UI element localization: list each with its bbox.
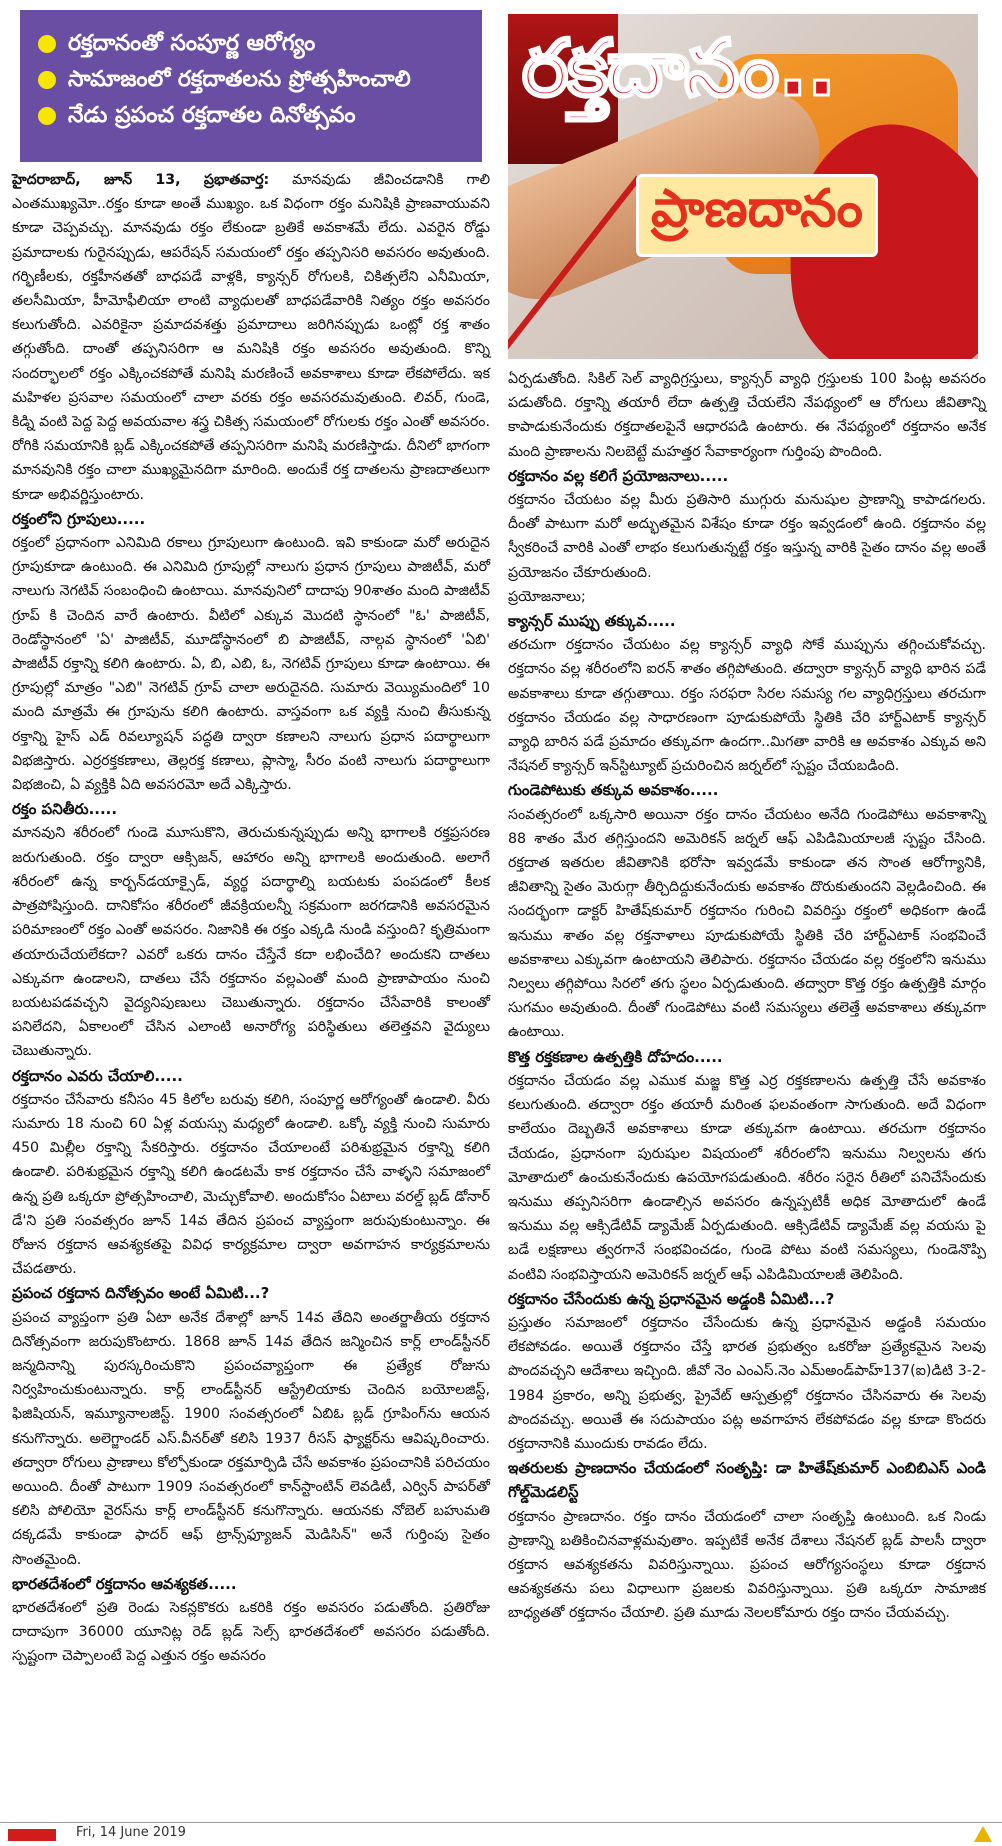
right-column [508,0,986,1626]
section-heading: రక్తంలోని గ్రూపులు..... [12,509,146,528]
headline-title: రక్తదానం.. [522,24,836,114]
bullet-icon [38,107,56,125]
section-heading: రక్తదానం వల్ల కలిగే ప్రయోజనాలు..... [508,466,729,485]
section-text: సంవత్సరంలో ఒక్కసారి అయినా రక్తం దానం చేయటం అనేది గుండెపోటు అవకాశాన్ని 88 శాతం మేర తగ్గిస్తుందని అమెరికన్ జర్నల్ ఆఫ్ ఎపిడిమియాలజీ స్పష్టం చేసింది. రక్తదాత ఇతరుల జీవితానికి భరోసా ఇవ్వడమే కాకుండా తన సొంత ఆరోగ్యానికి, జీవితాన్ని సైతం మెరుగ్గా తీర్చిదిద్దుకునేందుకు అవకాశం దొరుకుతుందని వెల్లడించింది. ఈ సందర్భంగా డాక్టర్ హితేష్‌కుమార్ రక్తదానం గురించి వివరిస్తు రక్తంలో అధికంగా ఉండే ఇనుము శాతం వల్ల రక్తనాళాలు పూడుకుపోయే స్థితికి చేరి హార్ట్‌ఎటాక్ సంభవించే అవకాశాలు ఎక్కువగా ఉంటాయని తెలిపారు. రక్తదానం చేయడం వల్ల రక్తంలోని ఇనుము నిల్వలు తగ్గిపోయి సిరలో తగు స్థలం ఏర్పడుతుంది. తద్వారా కొత్త రక్తం ఉత్పత్తికి మార్గం సుగమం అవుతుంది. దీంతో గుండెపోటు వంటి సమస్యలు తలెత్తే అవకాశాలు తక్కువగా ఉంటాయి. [508,806,986,1041]
section-text: తరచుగా రక్తదానం చేయటం వల్ల క్యాన్సర్ వ్యాధి సోకే ముప్పును తగ్గించుకోవచ్చు. రక్తదానం వల్ల శరీరంలోని ఐరన్ శాతం తగ్గిపోతుంది. తద్వారా క్యాన్సర్ వ్యాధి భారిన పడే అవకాశాలు కూడా తగ్గుతాయి. రక్తం సరఫరా సిరల సమస్య గల వ్యాధిగ్రస్తులు తరచుగా రక్తదానం చేయడం వల్ల సాధారణంగా పూడుకుపోయే స్థితికి చేరి హార్ట్‌ఎటాక్ క్యాన్సర్ వ్యాధి బారిన పడే ప్రమాదం తక్కువగా ఉందగా..మిగతా వారికి ఆ అవకాశం ఎక్కువ అని నేషనల్ క్యాన్సర్ ఇన్‌స్టిట్యూట్ ప్రచురించిన జర్నల్‌లో స్పష్టం చేయబడింది. [508,637,986,775]
newspaper-logo [8,1829,56,1841]
banner-item: రక్తదానంతో సంపూర్ణ ఆరోగ్యం [38,26,464,62]
section-heading: రక్తదానం ఎవరు చేయాలి..... [12,1066,183,1085]
intro-paragraph: హైదరాబాద్, జూన్ 13, ప్రభాతవార్త: మానవుడు జీవించడానికి గాలి ఎంతముఖ్యమో..రక్తం కూడా అంతే ముఖ్యం. ఒక విధంగా రక్తం మనిషికి ప్రాణవాయువని కూడా చెప్పవచ్చు. మానవుడు రక్తం లేకుండా బ్రతికే అవకాశమే లేదు. ఎవరైన రోడ్డు ప్రమాదాలకు గురైనప్పుడు, ఆపరేషన్ సమయంలో రక్తం తప్పనిసరి అవసరం అవుతుంది. గర్భిణీలకు, రక్తహీనతతో బాధపడే వాళ్లకి, క్యాన్సర్ రోగులకి, చికిత్సలేని ఎనీమియా, తలసీమియా, హీమోఫీలియా లాంటి వ్యాధులతో బాధపడేవారికి నిత్యం రక్తం అవసరం కలుగుతోంది. ఎవరికైనా ప్రమాదవశత్తు ప్రమాదాలు జరిగినప్పుడు ఒంట్లో రక్త శాతం తగ్గుతోంది. దాంతో తప్పనిసరిగా ఆ మనిషికి రక్తం అవసరం అవుతుంది. కొన్ని సందర్భాలలో రక్తం ఎక్కించకపోతే మనిషి మరణించే అవకాశాలు కూడా లేకపోలేదు. ఇక మహిళల ప్రసవాల సమయంలో చాలా వరకు రక్తం అవసరమవుతుంది. లివర్, గుండె, కిడ్ని వంటి పెద్ద పెద్ద అవయవాల శస్త్ర చికిత్స సమయంలో రోగులకు రక్తం ఎంతో అవసరం. రోగికి సమయానికి బ్లడ్ ఎక్కించకపోతే తప్పనిసరిగా మనిషి మరణిస్తాడు. దీనిలో భాగంగా మానవునికి రక్తం చాలా ముఖ్యమైనదిగా మారింది. అందుకే రక్త దాతలను ప్రాణదాతలుగా కూడా అభివర్ణిస్తుంటారు. [12,172,490,503]
section-heading: కొత్త రక్తకణాల ఉత్పత్తికి దోహదం..... [508,1047,723,1066]
highlight-banner [20,10,482,162]
headline-photo [508,14,978,359]
section-heading: ఇతరులకు ప్రాణదానం చేయడంలో సంతృప్తి: డా హితేష్‌కుమార్ ఎంబిబిఎస్ ఎండి గోల్డ్‌మెడలిస్ట్ [508,1459,986,1502]
section-heading: రక్తదానం చేసేందుకు ఉన్న ప్రధానమైన అడ్డంకి ఏమిటి...? [508,1289,835,1308]
bullet-icon [38,71,56,89]
banner-item: సామాజంలో రక్తదాతలను ప్రోత్సహించాలి [38,62,464,98]
section-text: రక్తదానం ప్రాణదానం. రక్తం దానం చేయడంలో చాలా సంతృప్తి ఉంటుంది. ఒక నిండు ప్రాణాన్ని బతికించినవాళ్లమవుతాం. ఇప్పటికే అనేక దేశాలు నేషనల్ బ్లడ్ పాలసీ ద్వారా రక్తదాన ఆవశ్యకతను వివరిస్తున్నాయి. ప్రపంచ ఆరోగ్యసంస్థలు కూడా రక్తదాన ఆవశ్యకతను పలు విధాలుగా ప్రజలకు వివరిస్తున్నాయి. ప్రతి ఒక్కరూ సామాజిక బాధ్యతతో రక్తదానం చేయాలి. ప్రతి మూడు నెలలకోమారు రక్తం దానం చేయవచ్చు. [508,1508,986,1622]
article-body-right [508,367,986,1626]
dateline: హైదరాబాద్, జూన్ 13, ప్రభాతవార్త: [12,172,270,188]
section-text: ప్రపంచ వ్యాప్తంగా ప్రతి ఏటా అనేక దేశాల్లో జూన్ 14వ తేదిని అంతర్జాతీయ రక్తదాన దినోత్సవంగా జరుపుకొంటారు. 1868 జూన్ 14వ తేదిన జన్మించిన కార్ల్ లాండ్‌స్టీనర్ జన్మదినాన్ని పురస్కరించుకొని ప్రపంచవ్యాప్తంగా ఈ ప్రత్యేక రోజును నిర్వహించుకుంటున్నారు. కార్ల్ లాండ్‌స్టీనర్ ఆస్ట్రేలియాకు చెందిన బయోలజిస్ట్, ఫిజిషియన్, ఇమ్యూనాలజిస్ట్. 1900 సంవత్సరంలో ఏబిఓ బ్లడ్ గ్రూపింగ్‌ను ఆయన కనుగొన్నారు. అలెగ్జాండర్ ఎస్.వీనర్‌తో కలిసి 1937 రీసస్ ఫ్యాక్టర్‌ను ఆవిష్కరించారు. తద్వారా రోగులు ప్రాణాలు కోల్పోకుండా రక్తమార్పిడి చేసే అవకాశం ప్రపంచానికి పరిచయం అయింది. దీంతో పాటుగా 1909 సంవత్సరంలో కాన్‌స్టాంటిన్ లెవడిటీ, ఎర్విన్ పాపర్‌తో కలిసి పోలియో వైరస్‌ను కార్ల్ లాండ్‌స్టీనర్ కనుగొన్నారు. ఆయనకు నోబెల్ బహుమతి దక్కడమే కాకుండా ఫాదర్ ఆఫ్ ట్రాన్స్‌ఫ్యూజన్ మెడిసిన్" అనే గుర్తింపు సైతం సొంతమైంది. [12,1309,490,1568]
section-text: రక్తదానం చేయడం వల్ల ఎముక మజ్జ కొత్త ఎర్ర రక్తకణాలను ఉత్పత్తి చేసే అవకాశం కలుగుతుంది. తద్వారా రక్తం తయారీ మరింత ఫలవంతంగా సాగుతుంది. అదే విధంగా కాలేయం దెబ్బతినే అవకాశాలు కూడా తక్కువగా ఉంటాయి. తరచుగా రక్తదానం చేయడం, ప్రధానంగా పురుషుల విషయంలో శరీరంలోని ఇనుము నిల్వలను తగు మోతాదులో ఉంచుకునేందుకు ఉపయోగపడుతుంది. శరీరం సరైన రీతిలో పనిచేసేందుకు ఇనుము తప్పనిసరిగా ఉండాల్సిన అవసరం ఉన్నప్పటికీ అధిక మోతాదులో ఉండే ఇనుము వల్ల ఆక్సిడేటివ్ డ్యామేజ్ ఏర్పడుతుంది. ఆక్సిడేటివ్ డ్యామేజ్ వల్ల వయసు పై బడే లక్షణాలు త్వరగానే సంభవించడం, గుండె పోటు వంటి సమస్యలు, గుండెనొప్పి వంటివి సంభవిస్తాయని అమెరికన్ జర్నల్ ఆఫ్ ఎపిడిమియాలజీ తెలిపింది. [508,1072,986,1283]
section-text: రక్తదానం చేసేవారు కనీసం 45 కిలోల బరువు కలిగి, సంపూర్ణ ఆరోగ్యంతో ఉండాలి. వీరు సుమారు 18 నుంచి 60 ఏళ్ల వయస్సు మధ్యలో ఉండాలి. ఒక్కో వ్యక్తి నుంచి సుమారు 450 మిల్లీల రక్తాన్ని సేకరిస్తారు. రక్తదానం చేయాలంటే పరిశుభ్రమైన రక్తాన్ని కలిగి ఉండాలి. పరిశుభ్రమైన రక్తాన్ని కలిగి ఉండటమే కాక రక్తదానం చేసే వాళ్ళని సమాజంలో ఉన్న ప్రతి ఒక్కరూ ప్రోత్సహించాలి, మెచ్చుకోవాలి. అందుకోసం ఏటాలు వరల్డ్ బ్లడ్ డోనార్ డే'ని ప్రతి సంవత్సరం జూన్ 14వ తేదిన ప్రపంచ వ్యాప్తంగా జరుపుకుంటున్నాం. ఈ రోజున రక్తదాన ఆవశ్యకతపై వివిధ కార్యక్రమాల ద్వారా అవగాహన కార్యక్రమాలను చేపడతారు. [12,1091,490,1278]
banner-item: నేడు ప్రపంచ రక్తదాతల దినోత్సవం [38,98,464,134]
section-text: భారతదేశంలో ప్రతి రెండు సెకన్లకొకరు ఒకరికి రక్తం అవసరం పడుతోంది. ప్రతిరోజు దాదాపుగా 36000 యూనిట్ల రెడ్ బ్లడ్ సెల్స్ భారతదేశంలో అవసరం పడుతోంది. స్పష్టంగా చెప్పాలంటే పెద్ద ఎత్తున రక్తం అవసరం [12,1599,490,1665]
section-heading: భారతదేశంలో రక్తదానం ఆవశ్యకత..... [12,1574,237,1593]
section-heading: ప్రపంచ రక్తదాన దినోత్సవం అంటే ఏమిటి...? [12,1284,270,1303]
section-extra: ప్రయోజనాలు; [508,588,586,605]
section-text: రక్తంలో ప్రధానంగా ఎనిమిది రకాలు గ్రూపులుగా ఉంటుంది. ఇవి కాకుండా మరో అరుదైన గ్రూపుకూడా ఉంటుంది. ఈ ఎనిమిది గ్రూపుల్లో నాలుగు ప్రధాన గ్రూపులు పాజిటీవ్, మరో నాలుగు నెగటివ్ సంబంధించి ఉంటాయి. మానవునిలో దాదాపు 90శాతం మంది పాజిటీవ్ గ్రూప్ కి చెందిన వారే ఉంటారు. వీటిలో ఎక్కువ మొదటి స్థానంలో "ఓ' పాజిటీవ్, రెండోస్థానంలో 'ఏ' పాజిటీవ్, మూడోస్థానంలో బి పాజిటీవ్, నాల్గవ స్థానంలో 'ఏబి' పాజిటీవ్ రక్తాన్ని కలిగి ఉంటారు. ఏ, బి, ఎబి, ఓ, నెగటివ్ గ్రూపులు కూడా ఉంటాయి. ఈ గ్రూపుల్లో మాత్రం "ఎబి" నెగటివ్ గ్రూప్ చాలా అరుదైనది. సుమారు వెయ్యిమందిలో 10 మంది మాత్రమే ఈ గ్రూపును కలిగి ఉంటారు. వాస్తవంగా ఒక వ్యక్తి నుంచి తీసుకున్న రక్తాన్ని హైస్ ఎడ్ రివల్యూషన్ పద్ధతి ద్వారా కణాలని నాలుగు ప్రధాన పదార్థాలుగా విభజిస్తారు. ఎర్రరక్తకణాలు, తెల్లరక్త కణాలు, ప్లాస్మా, సీరం వంటి నాలుగు పదార్థాలుగా విభజించి, ఏ వ్యక్తికి ఏది అవసరమో అదే ఎక్కిస్తారు. [12,535,490,794]
bullet-icon [38,35,56,53]
section-text: మానవుని శరీరంలో గుండె మూసుకొని, తెరుచుకున్నప్పుడు అన్ని భాగాలకి రక్తప్రసరణ జరుగుతుంది. రక్తం ద్వారా ఆక్సిజన్, ఆహారం అన్ని భాగాలకి అందుతుంది. అలాగే శరీరంలో ఉన్న కార్బన్‌డయాక్సైడ్, వ్యర్థ పదార్థాల్ని బయటకు పంపడంలో కీలక పాత్రపోషిస్తుంది. దానికోసం శరీరంలో జీవక్రియలన్నీ సక్రమంగా జరగడానికి అవసరమైన పరిమాణంలో రక్తం ఎంతో అవసరం. నిజానికి ఈ రక్తం ఎక్కడి నుండి వస్తుంది? కృత్రిమంగా తయారుచేయలేకదా? ఎవరో ఒకరు దానం చేస్తేనే కదా లభించేది? అందుకని దాతలు ఎక్కువగా ఉండాలని, దాతలు చేసే రక్తదానం వల్లఎంతో మంది ప్రాణాపాయం నుంచి బయటపడవచ్చని వైద్యనిపుణులు చెబుతున్నారు. రక్తదానం చేసేవారికి కాలంతో పనిలేదని, ఏకాలంలో చేసిన ఎలాంటి అనారోగ్య పరిస్థితులు తలెత్తవని వైద్యులు చెబుతున్నారు. [12,825,490,1060]
headline-subtitle: ప్రాణదానం [636,174,878,257]
article-body-left [12,168,490,1669]
section-heading: రక్తం పనితీరు..... [12,800,118,819]
section-text: ప్రస్తుతం సమాజంలో రక్తదానం చేసేందుకు ఉన్న ప్రధానమైన అడ్డంకి సమయం లేకపోవడం. అయితే రక్తదానం చేస్తే భారత ప్రభుత్వం ఒకరోజు ప్రత్యేకమైన సెలవు పొందవచ్చని ఆదేశాలు ఇచ్చింది. జీవో నెం ఎంఎస్.నెం ఎమ్‌అండ్‌పాహ్137(ఐ)డిటి 3-2-1984 ప్రకారం, అన్ని ప్రభుత్వ, ప్రైవేట్ ఆస్పత్రుల్లో రక్తదానం చేసినవారు ఈ సెలవు పొందవచ్చు. అయితే ఈ సదుపాయం పట్ల అవగాహన లేకపోవడం వల్ల కూడా కొందరు రక్తదానానికి ముందుకు రావడం లేదు. [508,1314,986,1452]
edition-date: Fri, 14 June 2019 [76,1825,186,1840]
section-text: రక్తదానం చేయటం వల్ల మీరు ప్రతిసారి ముగ్గురు మనుషుల ప్రాణాన్ని కాపాడగలరు. దీంతో పాటుగా మరో అద్భుతమైన విశేషం కూడా రక్తం ఇవ్వడంలో ఉంది. రక్తదానం వల్ల స్వీకరించే వారికి ఎంతో లాభం కలుగుతున్నట్టే రక్తం ఇస్తున్న వారికి సైతం దానం వల్ల అంతే ప్రయోజనం చేకూరుతుంది. [508,492,986,581]
section-heading: క్యాన్సర్ ముప్పు తక్కువ..... [508,612,676,631]
section-heading: గుండెపోటుకు తక్కువ అవకాశం..... [508,781,719,800]
continued-paragraph: ఏర్పడుతోంది. సికిల్ సెల్ వ్యాధిగ్రస్తులు, క్యాన్సర్ వ్యాధి గ్రస్తులకు 100 పింట్ల అవసరం పడుతోంది. రక్తాన్ని తయారీ లేదా ఉత్పత్తి చేయలేని నేపథ్యంలో ఆ రోగులు జీవితాన్ని కాపాడుకునేందుకు రక్తదాతలపైనే ఆధారపడి ఉంటారు. ఈ నేపథ్యంలో రక్తదానం అనేక మంది ప్రాణాలను నిలబెట్టే మహత్తర సేవాకార్యంగా గుర్తింపు పొందింది. [508,371,986,460]
corner-mark-icon [974,1826,992,1842]
page-footer [0,1822,1002,1846]
left-column [12,0,490,1669]
